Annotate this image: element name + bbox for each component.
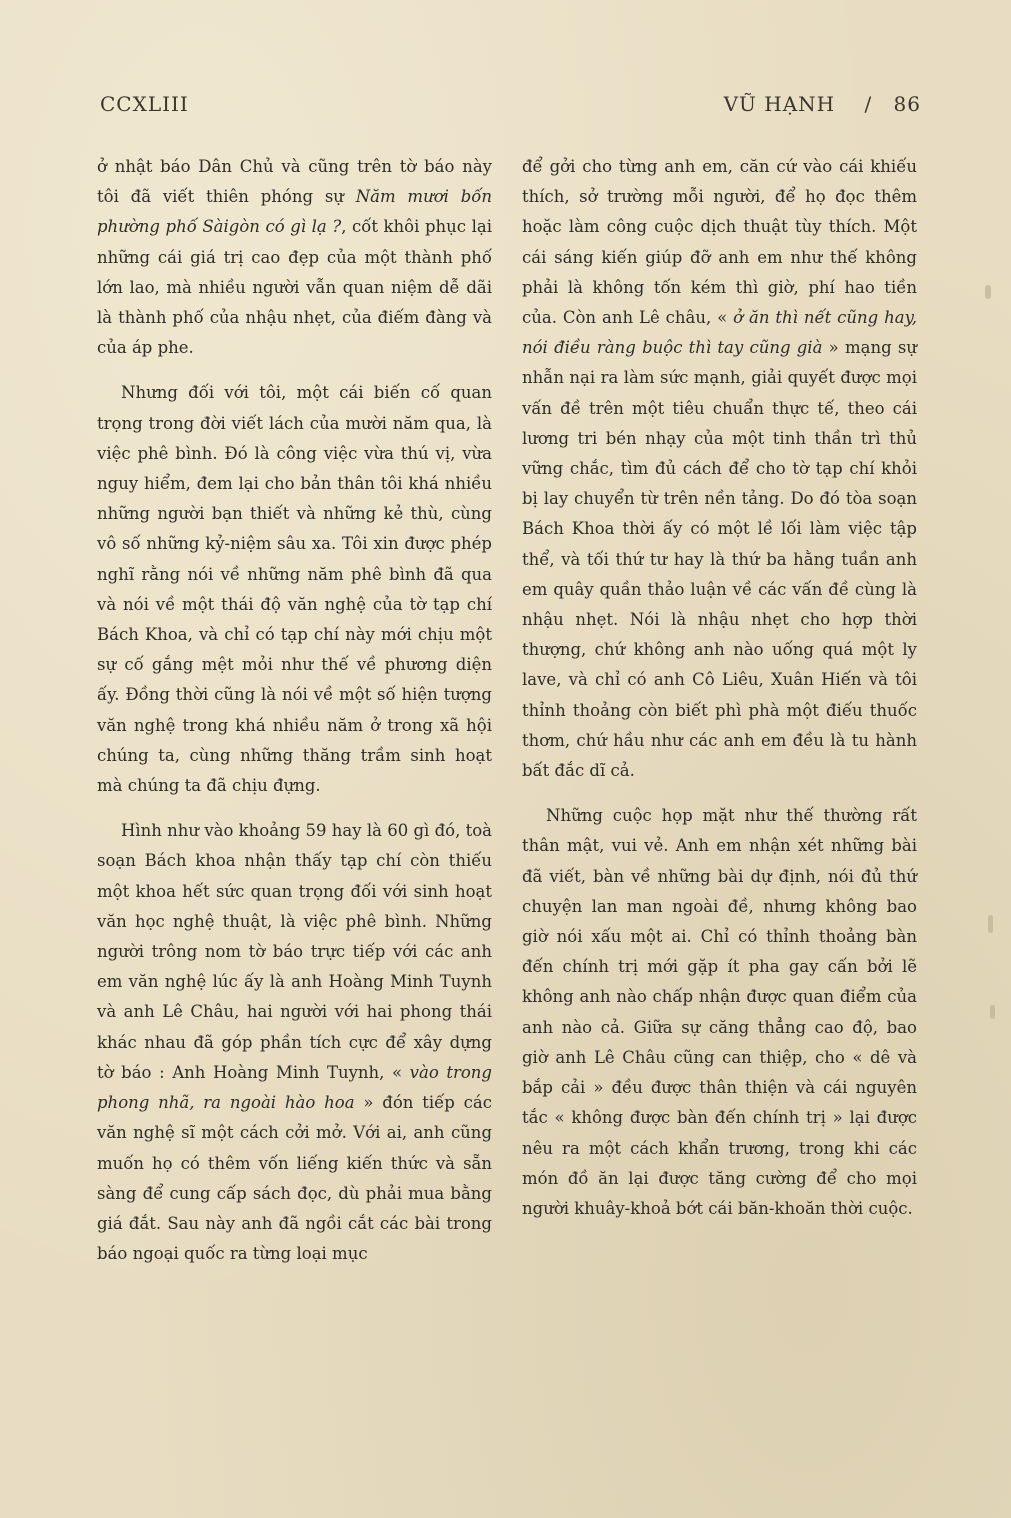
text-run: , cốt khôi phục lại những cái giá trị cao đẹp của một thành phố lớn lao, mà nhiều người vẫn quan niệm dễ dãi là thành phố của nhậu nhẹt, của điếm đàng và của áp phe.: [97, 217, 492, 358]
separator: /: [864, 92, 873, 116]
italic-text: Năm mươi bốn phường phố Sàigòn có gì lạ ?: [97, 187, 492, 237]
text-run: » đón tiếp các văn nghệ sĩ một cách cởi mở. Với ai, anh cũng muốn họ có thêm vốn liếng kiến thức và sẵn sàng để cung cấp sách đọc, dù phải mua bằng giá đắt. Sau này anh đã ngồi cắt các bài trong báo ngoại quốc ra từng loại mục: [97, 1093, 492, 1264]
paragraph: [522, 801, 917, 1224]
page-margin-mark: [988, 915, 993, 933]
italic-text: vào trong phong nhã, ra ngoài hào hoa: [97, 1062, 492, 1113]
right-text-column: [522, 152, 917, 1224]
text-run: Nhưng đối với tôi, một cái biến cố quan trọng trong đời viết lách của mười năm qua, là việc phê bình. Đó là công việc vừa thú vị, vừa nguy hiểm, đem lại cho bản thân tôi khá nhiều những người bạn thiết và những kẻ thù, cùng vô số những kỷ-niệm sâu xa. Tôi xin được phép nghĩ rằng nói về những năm phê bình đã qua và nói về một thái độ văn nghệ của tờ tạp chí Bách Khoa, và chỉ có tạp chí này mới chịu một sự cố gắng mệt mỏi như thế về phương diện ấy. Đồng thời cũng là nói về một số hiện tượng văn nghệ trong khá nhiều năm ở trong xã hội chúng ta, cùng những thăng trầm sinh hoạt mà chúng ta đã chịu đựng.: [97, 383, 492, 796]
page-number: 86: [893, 92, 921, 116]
paragraph: [522, 152, 917, 786]
page-margin-mark: [990, 1005, 995, 1019]
paragraph: [97, 816, 492, 1269]
section-number: CCXLIII: [100, 92, 189, 116]
text-run: Hình như vào khoảng 59 hay là 60 gì đó, toà soạn Bách khoa nhận thấy tạp chí còn thiếu một khoa hết sức quan trọng đối với sinh hoạt văn học nghệ thuật, là việc phê bình. Những người trông nom tờ báo trực tiếp với các anh em văn nghệ lúc ấy là anh Hoàng Minh Tuynh và anh Lê Châu, hai người với hai phong thái khác nhau đã góp phần tích cực để xây dựng tờ báo : Anh Hoàng Minh Tuynh, «: [97, 821, 492, 1082]
text-run: Những cuộc họp mặt như thế thường rất thân mật, vui vẻ. Anh em nhận xét những bài đã viết, bàn về những bài dự định, nói đủ thứ chuyện lan man ngoài đề, nhưng không bao giờ nói xấu một ai. Chỉ có thỉnh thoảng bàn đến chính trị mới gặp ít pha gay cấn bởi lẽ không anh nào chấp nhận được quan điểm của anh nào cả. Giữa sự căng thẳng cao độ, bao giờ anh Lê Châu cũng can thiệp, cho « dê và bắp cải » đều được thân thiện và cái nguyên tắc « không được bàn đến chính trị » lại được nêu ra một cách khẩn trương, trong khi các món đồ ăn lại được tăng cường để cho mọi người khuây-khoả bớt cái băn-khoăn thời cuộc.: [522, 806, 917, 1218]
text-run: » mạng sự nhẫn nại ra làm sức mạnh, giải quyết được mọi vấn đề trên một tiêu chuẩn thực tế, theo cái lương tri bén nhạy của một tinh thần trì thủ vững chắc, tìm đủ cách để cho tờ tạp chí khỏi bị lay chuyển từ trên nền tảng. Do đó tòa soạn Bách Khoa thời ấy có một lề lối làm việc tập thể, và tối thứ tư hay là thứ ba hằng tuần anh em quây quần thảo luận về các vấn đề cùng là nhậu nhẹt. Nói là nhậu nhẹt cho hợp thời thượng, chứ không anh nào uống quá một ly lave, và chỉ có anh Cô Liêu, Xuân Hiến và tôi thỉnh thoảng còn biết phì phà một điếu thuốc thơm, chứ hầu như các anh em đều là tu hành bất đắc dĩ cả.: [522, 338, 917, 781]
left-text-column: [97, 152, 492, 1269]
running-header: [100, 92, 921, 122]
page-margin-mark: [985, 285, 991, 299]
author-page-label: [724, 92, 921, 116]
paragraph: [97, 378, 492, 801]
author-name: VŨ HẠNH: [723, 92, 836, 116]
paragraph: [97, 152, 492, 363]
italic-text: ở ăn thì nết cũng hay, nói điều ràng buộc thì tay cũng già: [522, 308, 917, 358]
text-run: ở nhật báo Dân Chủ và cũng trên tờ báo này tôi đã viết thiên phóng sự: [97, 157, 492, 207]
text-run: để gởi cho từng anh em, căn cứ vào cái khiếu thích, sở trường mỗi người, để họ đọc thêm hoặc làm công cuộc dịch thuật tùy thích. Một cái sáng kiến giúp đỡ anh em như thế không phải là không tốn kém thì giờ, phí hao tiền của. Còn anh Lê châu, «: [522, 157, 917, 328]
